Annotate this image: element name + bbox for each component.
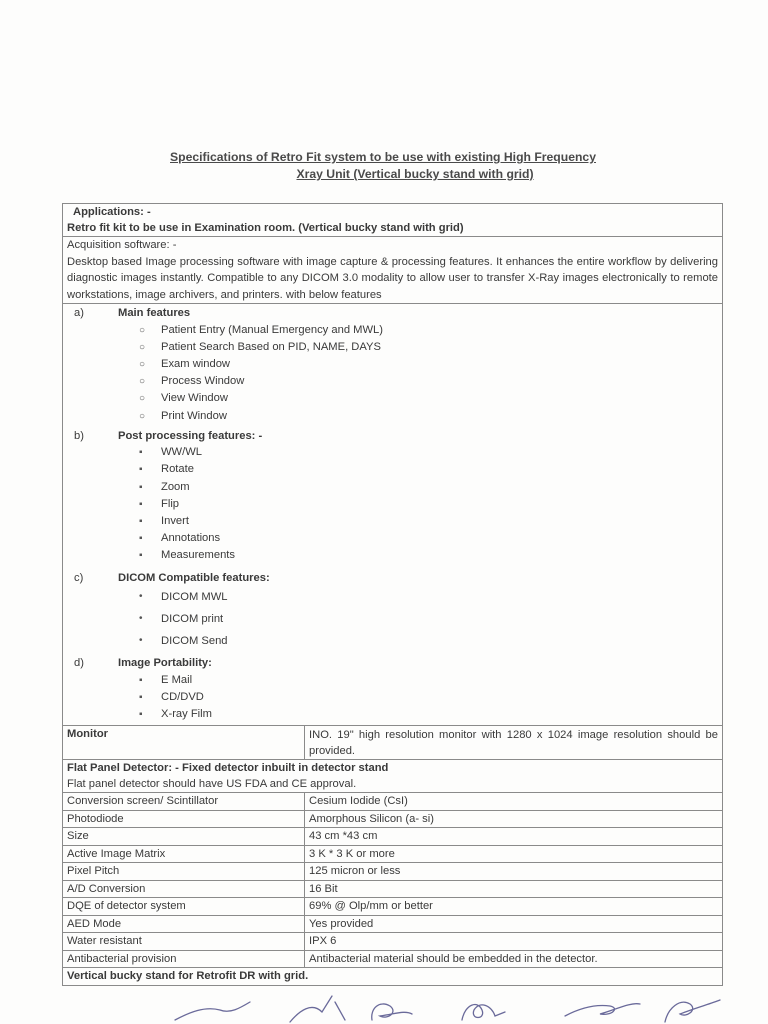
list-item: [139, 586, 718, 608]
list-item-text: Patient Entry (Manual Emergency and MWL): [161, 323, 383, 336]
spec-value: 3 K * 3 K or more: [305, 845, 723, 863]
bullet-icon: ▪: [139, 550, 143, 562]
bullet-icon: ○: [139, 410, 146, 422]
flat-panel-row: [63, 760, 723, 793]
section-heading: Main features: [118, 307, 191, 319]
bullet-icon: ○: [139, 341, 146, 353]
signatures-image: [0, 990, 768, 1024]
section-letter: a): [74, 307, 84, 319]
flat-panel-heading: Flat Panel Detector: - Fixed detector inbuilt in detector stand: [67, 762, 389, 775]
applications-label: Applications: -: [73, 206, 151, 218]
signature-mark: [665, 1000, 720, 1022]
bullet-icon: ▪: [139, 447, 143, 459]
list-item: [139, 672, 718, 689]
bullet-icon: ▪: [139, 709, 143, 721]
applications-text: Retro fit kit to be use in Examination room. (Vertical bucky stand with grid): [67, 221, 464, 234]
bullet-icon: ▪: [139, 516, 143, 528]
list-item-text: Invert: [161, 515, 189, 528]
acquisition-text: Desktop based Image processing software with image capture & processing features. It enhances the entire workflow by delivering diagnostic images instantly. Compatible to any DICOM 3.0 modality to allow user to transfer X-Ray images electronically to remote workstations, image archivers, and printers. with below features: [67, 255, 718, 301]
signature-mark: [175, 1002, 250, 1020]
table-row: [63, 793, 723, 811]
section-letter: b): [74, 429, 84, 442]
list-item: [139, 513, 718, 530]
bullet-icon: •: [139, 591, 143, 603]
list-item-text: Process Window: [161, 375, 245, 388]
list-item: [139, 461, 718, 478]
spec-value: Yes provided: [305, 915, 723, 933]
title-line-2: Xray Unit (Vertical bucky stand with grid): [296, 167, 534, 181]
spec-parameter: Conversion screen/ Scintillator: [63, 793, 305, 811]
list-item-text: Rotate: [161, 463, 194, 476]
spec-value: 69% @ Olp/mm or better: [305, 898, 723, 916]
monitor-row: [63, 726, 723, 760]
spec-parameter: DQE of detector system: [63, 898, 305, 916]
feature-section: [67, 571, 718, 653]
signature-mark: [290, 996, 345, 1022]
footer-row: [63, 968, 723, 986]
section-list: [67, 322, 718, 425]
section-heading: DICOM Compatible features:: [118, 571, 270, 584]
spec-parameter: Size: [63, 828, 305, 846]
table-row: [63, 828, 723, 846]
list-item-text: E Mail: [161, 673, 193, 686]
title-line-1: Specifications of Retro Fit system to be use with existing High Frequency: [170, 150, 596, 164]
section-header: [67, 656, 718, 672]
spec-parameter: Antibacterial provision: [63, 950, 305, 968]
table-row: [63, 863, 723, 881]
flat-panel-note: Flat panel detector should have US FDA and CE approval.: [67, 778, 357, 791]
bullet-icon: ▪: [139, 533, 143, 545]
table-row: [63, 915, 723, 933]
list-item: [139, 530, 718, 547]
table-row: [63, 810, 723, 828]
bullet-icon: •: [139, 613, 143, 625]
section-header: [67, 306, 718, 322]
list-item: [139, 373, 718, 390]
table-row: [63, 950, 723, 968]
feature-section: [67, 429, 718, 565]
list-item: [139, 444, 718, 461]
bullet-icon: ▪: [139, 464, 143, 476]
list-item-text: View Window: [161, 392, 228, 405]
list-item-text: DICOM print: [161, 613, 224, 626]
bullet-icon: ▪: [139, 481, 143, 493]
bullet-icon: ▪: [139, 674, 143, 686]
acquisition-row: [63, 237, 723, 304]
section-letter: c): [74, 571, 84, 584]
section-list: [67, 672, 718, 724]
spec-parameter: Photodiode: [63, 810, 305, 828]
document-title: [0, 149, 768, 183]
features-row: [63, 304, 723, 726]
feature-sections: [67, 306, 718, 723]
list-item-text: DICOM Send: [161, 635, 228, 648]
section-list: [67, 444, 718, 564]
bullet-icon: ○: [139, 376, 146, 388]
spec-parameter: AED Mode: [63, 915, 305, 933]
section-heading: Post processing features: -: [118, 429, 263, 442]
acquisition-label: Acquisition software: -: [67, 239, 177, 251]
spec-value: Antibacterial material should be embedded in the detector.: [305, 950, 723, 968]
list-item-text: Flip: [161, 497, 180, 510]
spec-value: Amorphous Silicon (a- si): [305, 810, 723, 828]
list-item-text: Measurements: [161, 549, 235, 562]
spec-value: Cesium Iodide (CsI): [305, 793, 723, 811]
section-letter: d): [74, 657, 84, 670]
list-item: [139, 689, 718, 706]
table-row: [63, 933, 723, 951]
list-item: [139, 408, 718, 425]
list-item-text: WW/WL: [161, 446, 203, 459]
spec-parameter: A/D Conversion: [63, 880, 305, 898]
table-row: [63, 845, 723, 863]
bullet-icon: ▪: [139, 498, 143, 510]
monitor-label: Monitor: [63, 726, 305, 760]
list-item-text: Exam window: [161, 357, 231, 370]
list-item: [139, 390, 718, 407]
spec-rows: [63, 793, 723, 968]
spec-value: 125 micron or less: [305, 863, 723, 881]
signature-mark: [462, 1005, 505, 1020]
spec-parameter: Water resistant: [63, 933, 305, 951]
section-header: [67, 429, 718, 445]
section-header: [67, 571, 718, 587]
feature-section: [67, 306, 718, 425]
list-item: [139, 322, 718, 339]
footer-row-text: Vertical bucky stand for Retrofit DR with grid.: [63, 968, 723, 986]
list-item: [139, 630, 718, 652]
spec-value: 43 cm *43 cm: [305, 828, 723, 846]
table-row: [63, 898, 723, 916]
spec-value: 16 Bit: [305, 880, 723, 898]
list-item-text: Zoom: [161, 480, 190, 493]
section-list: [67, 586, 718, 652]
list-item: [139, 547, 718, 564]
signature-mark: [372, 1004, 412, 1020]
list-item: [139, 339, 718, 356]
list-item-text: X-ray Film: [161, 708, 212, 721]
list-item: [139, 479, 718, 496]
list-item-text: CD/DVD: [161, 690, 204, 703]
bullet-icon: ○: [139, 358, 146, 370]
applications-row: [63, 204, 723, 237]
spec-value: IPX 6: [305, 933, 723, 951]
list-item: [139, 608, 718, 630]
spec-parameter: Pixel Pitch: [63, 863, 305, 881]
list-item-text: DICOM MWL: [161, 591, 228, 604]
bullet-icon: ○: [139, 393, 146, 405]
list-item: [139, 356, 718, 373]
feature-section: [67, 656, 718, 723]
monitor-value: INO. 19" high resolution monitor with 1280 x 1024 image resolution should be provided.: [305, 726, 723, 760]
bullet-icon: ○: [139, 324, 146, 336]
spec-table: [62, 203, 723, 986]
bullet-icon: •: [139, 635, 143, 647]
spec-parameter: Active Image Matrix: [63, 845, 305, 863]
list-item: [139, 496, 718, 513]
list-item-text: Patient Search Based on PID, NAME, DAYS: [161, 340, 381, 353]
table-row: [63, 880, 723, 898]
list-item-text: Annotations: [161, 532, 221, 545]
list-item: [139, 706, 718, 723]
bullet-icon: ▪: [139, 691, 143, 703]
section-heading: Image Portability:: [118, 657, 212, 670]
list-item-text: Print Window: [161, 409, 227, 422]
signature-mark: [565, 1004, 640, 1016]
